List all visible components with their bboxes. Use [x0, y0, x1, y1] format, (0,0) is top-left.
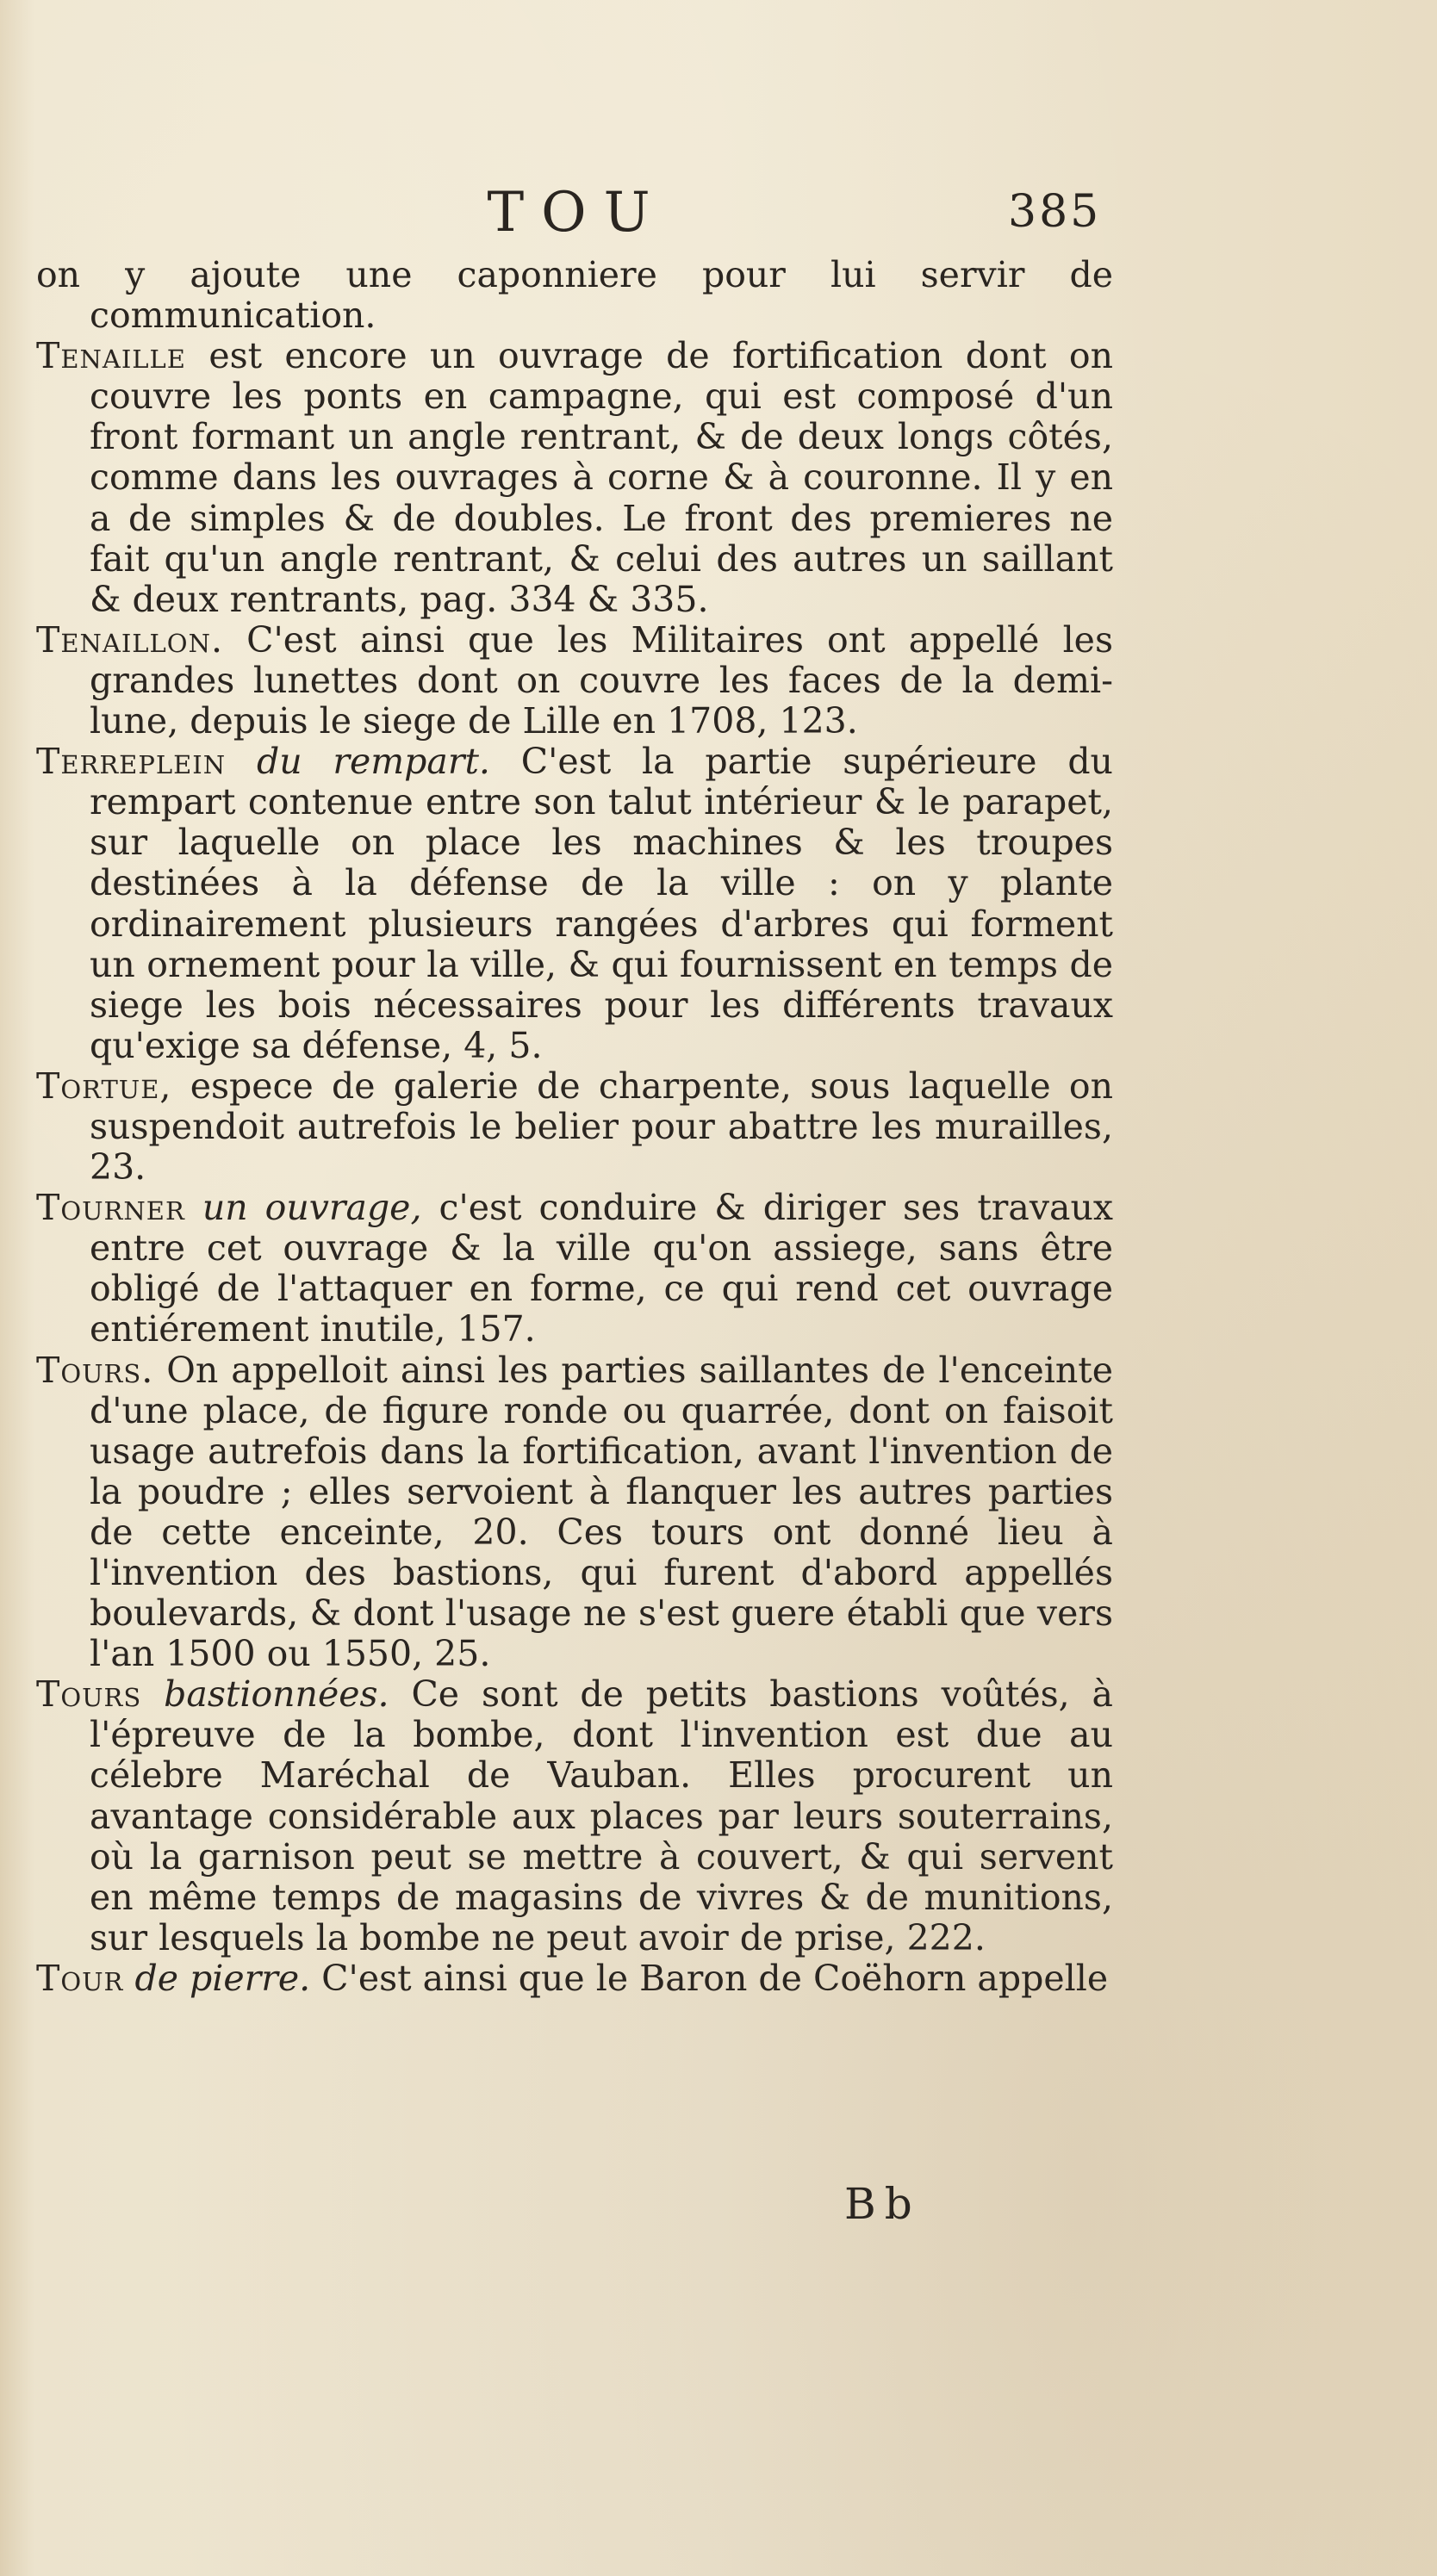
entry-definition: C'est ainsi que les Militaires ont appellé les grandes lunettes dont on couvre les faces de la demi-lune, depuis le siege de Lille en 1708, 123. — [90, 618, 1113, 742]
entry-headword: Tours. — [36, 1349, 154, 1391]
glossary-entry — [36, 1066, 1113, 1188]
entry-headword: Tortue, — [36, 1065, 172, 1107]
entry-definition: On appelloit ainsi les parties saillantes de l'enceinte d'une place, de figure ronde ou quarrée, dont on faisoit usage autrefois dans la fortification, avant l'invention de la poudre ; elles servoient à flanquer les autres parties de cette enceinte, 20. Ces tours ont donné lieu à l'invention des bastions, qui furent d'abord appellés boulevards, & dont l'usage ne s'est guere établi que vers l'an 1500 ou 1550, 25. — [90, 1349, 1113, 1675]
glossary-entry — [36, 620, 1113, 742]
glossary-entry — [36, 1958, 1113, 1999]
entry-definition: Ce sont de petits bastions voûtés, à l'épreuve de la bombe, dont l'invention est due au célebre Maréchal de Vauban. Elles procurent un avantage considérable aux places par leurs souterrains, où la garnison peut se mettre à couvert, & qui servent en même temps de magasins de vivres & de munitions, sur lesquels la bombe ne peut avoir de prise, 222. — [90, 1673, 1113, 1958]
entry-qualifier: du rempart. — [256, 741, 490, 783]
entry-definition: c'est conduire & diriger ses travaux entre cet ouvrage & la ville qu'on assiege, sans être obligé de l'attaquer en forme, ce qui rend cet ouvrage entiérement inutile, 157. — [90, 1187, 1113, 1350]
entry-qualifier: de pierre. — [134, 1957, 311, 1999]
entry-headword: Tourner — [36, 1187, 185, 1229]
entry-definition: C'est la partie supérieure du rempart contenue entre son talut intérieur & le parapet, sur laquelle on place les machines & les troupes destinées à la défense de la ville : on y plante ordinairement plusieurs rangées d'arbres qui forment un ornement pour la ville, & qui fournissent en temps de siege les bois nécessaires pour les différents travaux qu'exige sa défense, 4, 5. — [90, 741, 1113, 1066]
page-header — [0, 181, 1437, 250]
glossary-entry — [36, 1350, 1113, 1675]
glossary-entry — [36, 742, 1113, 1066]
glossary-entry — [36, 255, 1113, 336]
entry-definition: est encore un ouvrage de fortification dont on couvre les ponts en campagne, qui est composé d'un front formant un angle rentrant, & de deux longs côtés, comme dans les ouvrages à corne & à couronne. Il y en a de simples & de doubles. Le front des premieres ne fait qu'un angle rentrant, & celui des autres un saillant & deux rentrants, pag. 334 & 335. — [90, 335, 1113, 620]
glossary-entry — [36, 1188, 1113, 1350]
entry-definition: on y ajoute une caponniere pour lui servir de communication. — [36, 254, 1113, 337]
entry-headword: Tenaillon. — [36, 618, 223, 661]
entry-qualifier: un ouvrage, — [202, 1187, 422, 1229]
entry-qualifier: bastionnées. — [164, 1673, 389, 1716]
glossary-entry — [36, 1674, 1113, 1958]
entry-definition: C'est ainsi que le Baron de Coëhorn appelle — [321, 1957, 1109, 1999]
glossary-text — [36, 255, 1113, 1999]
entry-headword: Terreplein — [36, 741, 227, 783]
entry-headword: Tour — [36, 1957, 124, 1999]
page-number: 385 — [1008, 186, 1102, 238]
entry-headword: Tours — [36, 1673, 142, 1716]
glossary-entry — [36, 336, 1113, 620]
entry-headword: Tenaille — [36, 335, 186, 377]
catchword: Bb — [844, 2179, 921, 2229]
entry-definition: espece de galerie de charpente, sous laquelle on suspendoit autrefois le belier pour abattre les murailles, 23. — [90, 1065, 1113, 1189]
running-head: TOU — [487, 181, 668, 245]
